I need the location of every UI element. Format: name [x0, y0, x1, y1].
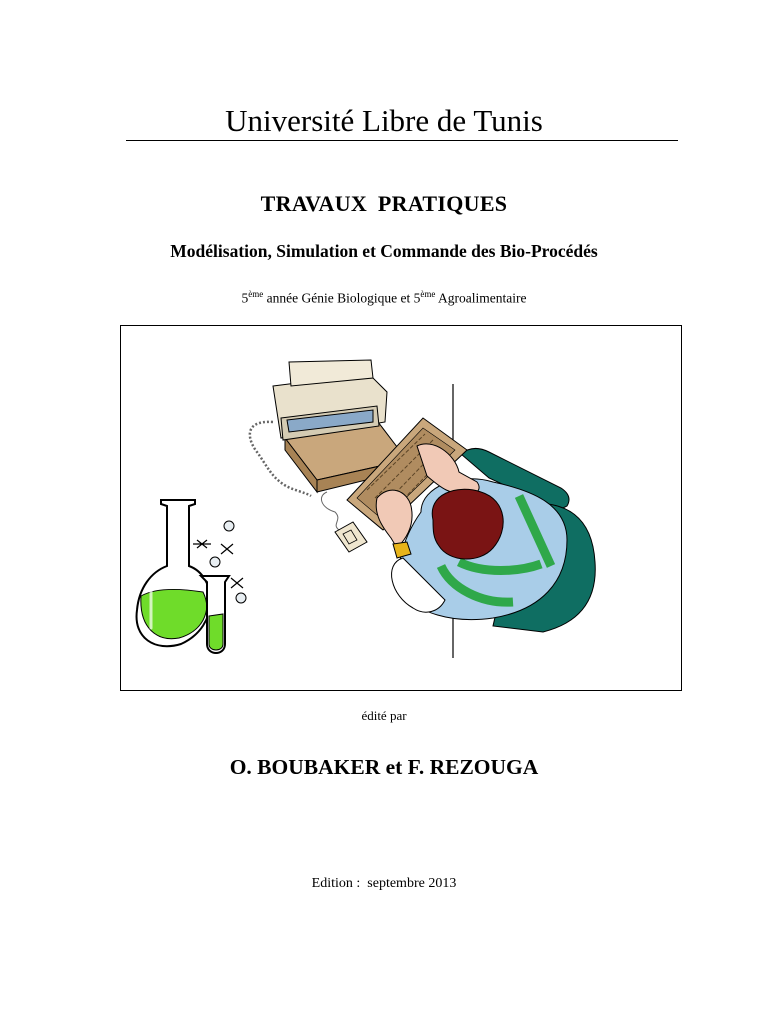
flask-icon	[137, 500, 211, 646]
level-superscript-2: ème	[420, 289, 436, 299]
level-superscript-1: ème	[248, 289, 264, 299]
document-subject: Modélisation, Simulation et Commande des Bio-Procédés	[170, 241, 598, 261]
level-number-1: 5	[241, 290, 249, 306]
target-level	[0, 289, 768, 307]
title-divider	[126, 140, 678, 141]
authors: O. BOUBAKER et F. REZOUGA	[229, 755, 539, 779]
document-main-title: TRAVAUX PRATIQUES	[260, 191, 508, 216]
illustration-svg	[121, 326, 683, 692]
edited-by-label: édité par	[361, 708, 407, 723]
cover-illustration	[120, 325, 682, 691]
university-title: Université Libre de Tunis	[225, 103, 543, 138]
edition-date: Edition : septembre 2013	[311, 876, 457, 891]
level-number-2: 5	[413, 290, 421, 306]
level-text-1: année Génie Biologique et	[263, 290, 414, 306]
level-text-2: Agroalimentaire	[435, 290, 527, 306]
